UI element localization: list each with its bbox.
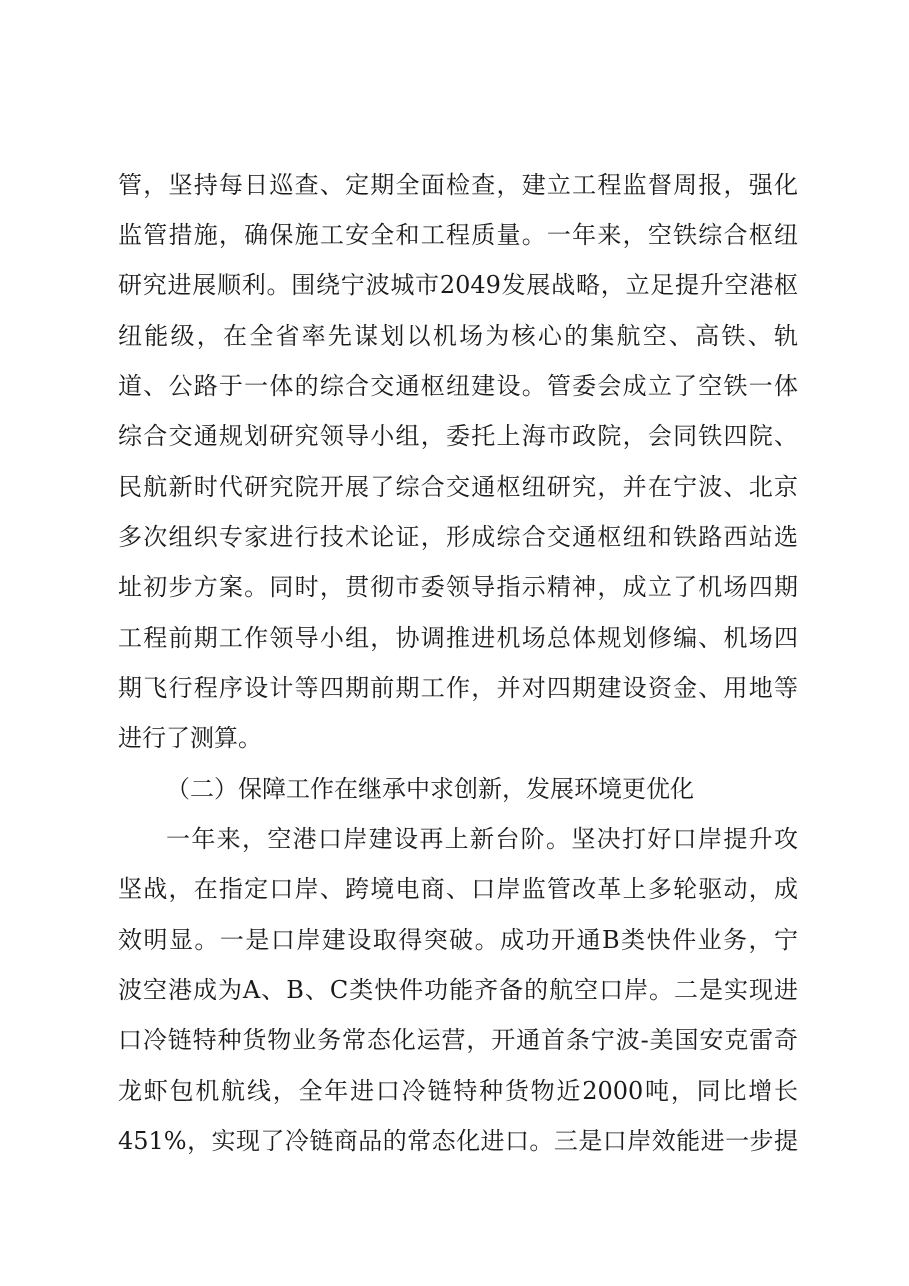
- paragraph-line: 一年来，空港口岸建设再上新台阶。坚决打好口岸提升攻: [166, 825, 798, 853]
- paragraph-line: 期飞行程序设计等四期前期工作，并对四期建设资金、用地等: [118, 674, 798, 702]
- paragraph-line: 口冷链特种货物业务常态化运营，开通首条宁波-美国安克雷奇: [118, 1026, 798, 1054]
- paragraph-line: 坚战，在指定口岸、跨境电商、口岸监管改革上多轮驱动，成: [118, 875, 798, 903]
- paragraph-line: 工程前期工作领导小组，协调推进机场总体规划修编、机场四: [118, 624, 798, 652]
- section-heading: （二）保障工作在继承中求创新，发展环境更优化: [166, 775, 694, 803]
- paragraph-line: 监管措施，确保施工安全和工程质量。一年来，空铁综合枢纽: [118, 221, 798, 249]
- paragraph-line: 龙虾包机航线，全年进口冷链特种货物近2000吨，同比增长: [118, 1077, 798, 1105]
- paragraph-line: 纽能级，在全省率先谋划以机场为核心的集航空、高铁、轨: [118, 322, 798, 350]
- paragraph-line: 道、公路于一体的综合交通枢纽建设。管委会成立了空铁一体: [118, 372, 798, 400]
- paragraph-line: 进行了测算。: [118, 724, 262, 752]
- paragraph-line: 研究进展顺利。围绕宁波城市2049发展战略，立足提升空港枢: [118, 271, 798, 299]
- paragraph-line: 多次组织专家进行技术论证，形成综合交通枢纽和铁路西站选: [118, 523, 798, 551]
- paragraph-line: 波空港成为A、B、C类快件功能齐备的航空口岸。二是实现进: [118, 976, 798, 1004]
- paragraph-line: 址初步方案。同时，贯彻市委领导指示精神，成立了机场四期: [118, 573, 798, 601]
- paragraph-line: 管，坚持每日巡查、定期全面检查，建立工程监督周报，强化: [118, 171, 798, 199]
- paragraph-line: 效明显。一是口岸建设取得突破。成功开通B类快件业务，宁: [118, 926, 798, 954]
- paragraph-line: 综合交通规划研究领导小组，委托上海市政院，会同铁四院、: [118, 422, 798, 450]
- paragraph-line: 451%，实现了冷链商品的常态化进口。三是口岸效能进一步提: [118, 1127, 798, 1155]
- paragraph-line: 民航新时代研究院开展了综合交通枢纽研究，并在宁波、北京: [118, 473, 798, 501]
